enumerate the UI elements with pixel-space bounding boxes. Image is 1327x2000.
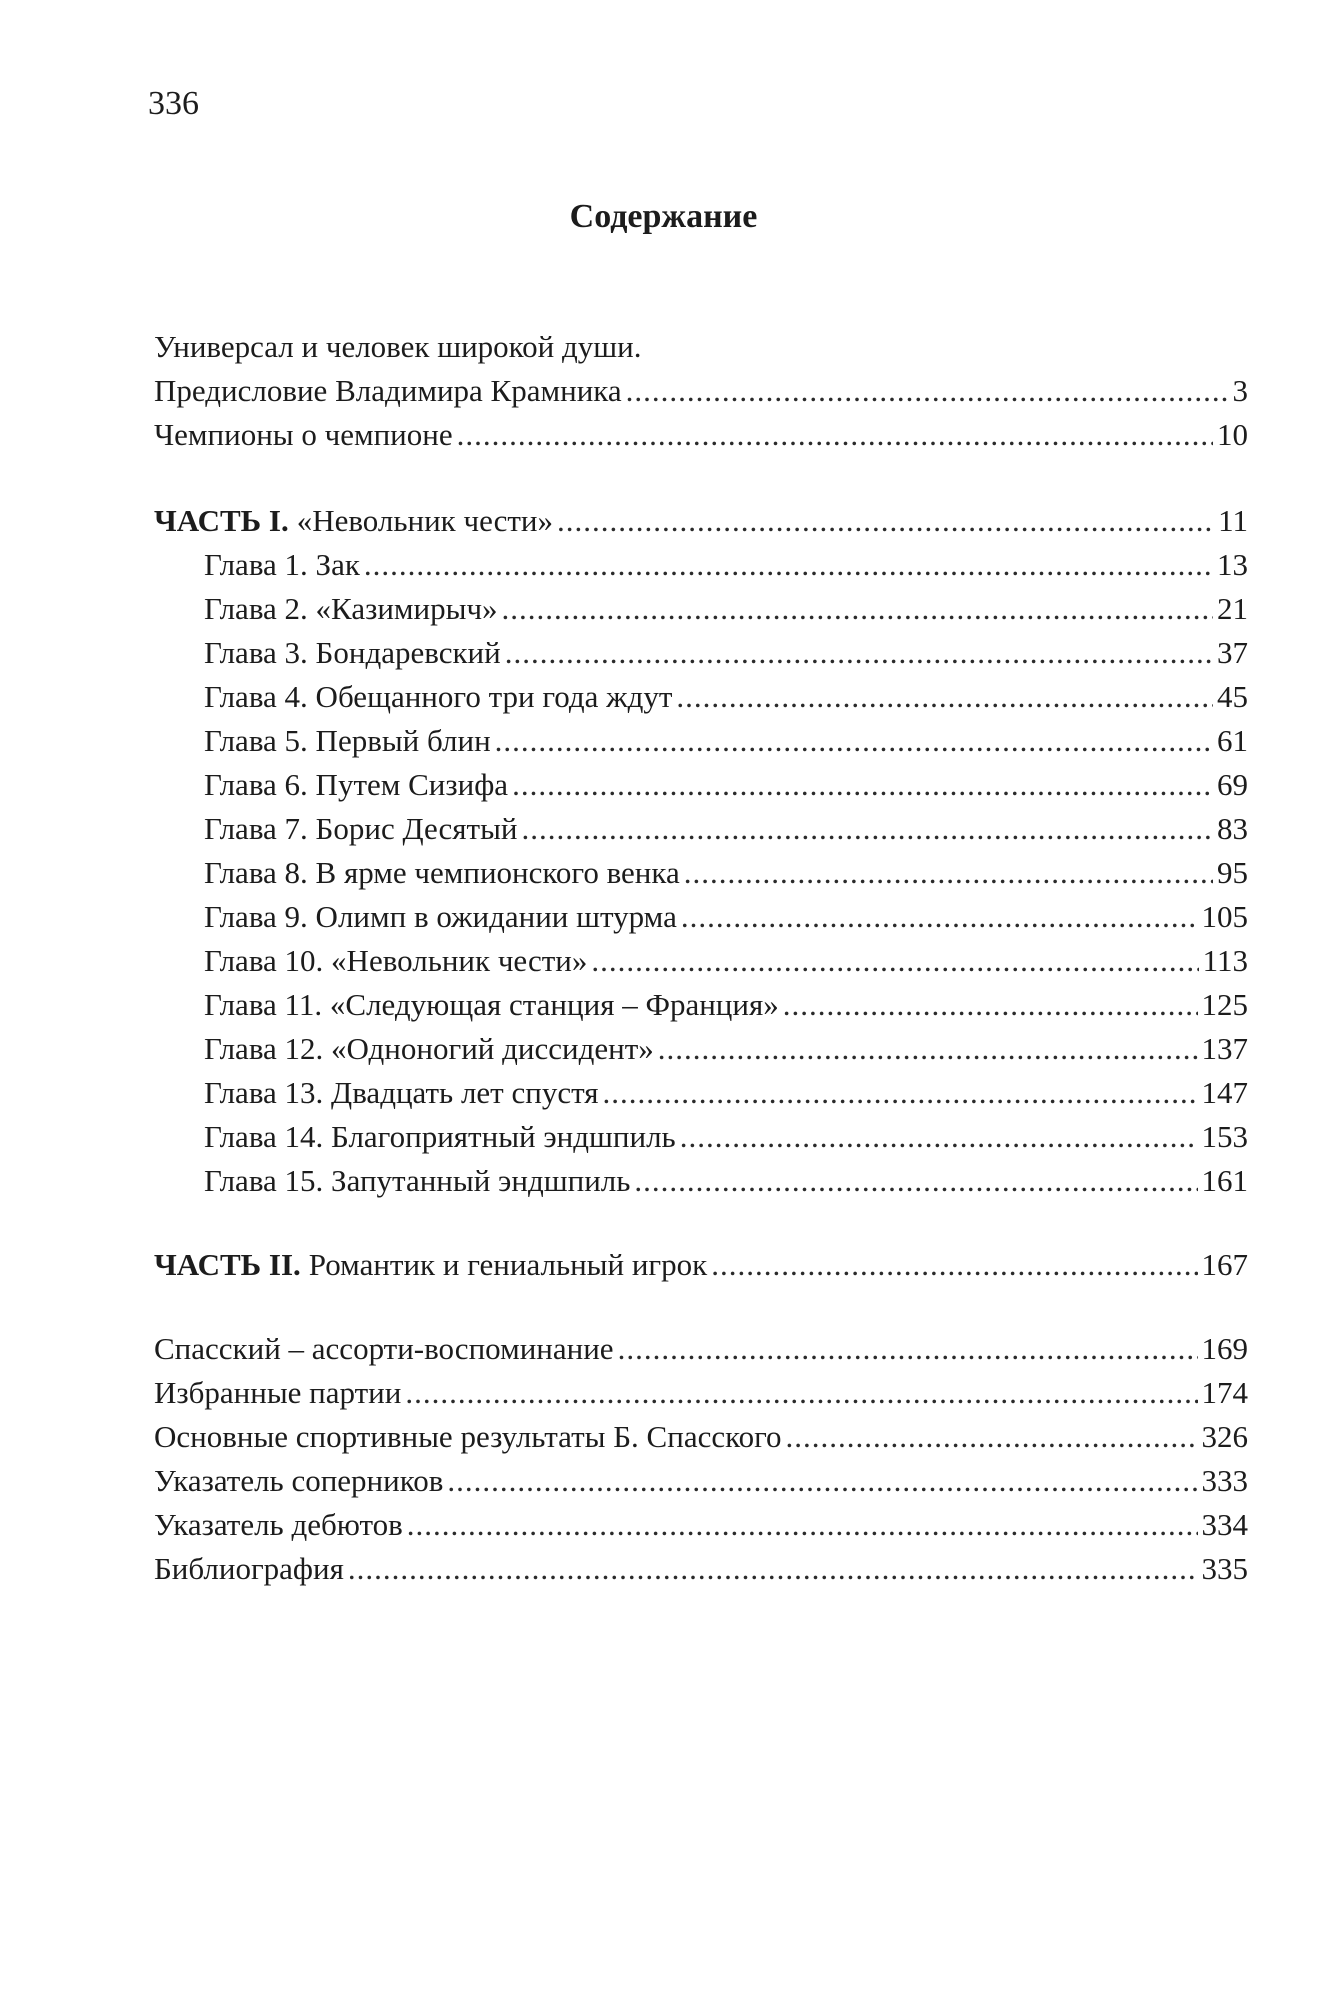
toc-entry-label: Глава 6. Путем Сизифа <box>204 767 509 802</box>
toc-entry-page: 3 <box>1232 373 1248 408</box>
toc-entry-label: Глава 7. Борис Десятый <box>204 811 518 846</box>
toc-entry-page: 83 <box>1217 811 1248 846</box>
toc-entry-label: Предисловие Владимира Крамника <box>154 373 622 408</box>
dot-leader <box>447 1459 1197 1503</box>
toc-entry-label: Глава 15. Запутанный эндшпиль <box>204 1163 631 1198</box>
toc-back-matter-entry[interactable] <box>154 1327 1248 1371</box>
dot-leader <box>502 587 1213 631</box>
toc-entry-label: «Невольник чести» <box>296 503 553 538</box>
toc-entry-label: Глава 13. Двадцать лет спустя <box>204 1075 599 1110</box>
toc-entry-label: Глава 3. Бондаревский <box>204 635 501 670</box>
toc-chapter-entry[interactable] <box>154 939 1248 983</box>
toc-part-2[interactable] <box>154 1243 1248 1287</box>
toc-entry-page: 37 <box>1217 635 1248 670</box>
toc-chapter-entry[interactable] <box>154 631 1248 675</box>
toc-intro-line <box>154 325 1248 369</box>
toc-entry-page: 147 <box>1201 1075 1248 1110</box>
dot-leader <box>626 369 1229 413</box>
toc-back-matter-entry[interactable] <box>154 1503 1248 1547</box>
toc-entry-label: Глава 9. Олимп в ожидании штурма <box>204 899 677 934</box>
toc-entry-page: 137 <box>1201 1031 1248 1066</box>
toc-entry-page: 11 <box>1218 503 1248 538</box>
toc-entry-label: Глава 4. Обещанного три года ждут <box>204 679 673 714</box>
dot-leader <box>405 1371 1197 1415</box>
toc-chapter-entry[interactable] <box>154 763 1248 807</box>
part-prefix: ЧАСТЬ II. <box>154 1247 301 1282</box>
dot-leader <box>684 851 1213 895</box>
table-of-contents <box>154 325 1248 1591</box>
toc-entry-label: Основные спортивные результаты Б. Спасского <box>154 1419 782 1454</box>
dot-leader <box>522 807 1214 851</box>
toc-entry-label: Глава 5. Первый блин <box>204 723 491 758</box>
toc-entry-page: 167 <box>1201 1247 1248 1282</box>
toc-back-matter-entry[interactable] <box>154 1415 1248 1459</box>
toc-entry-page: 13 <box>1217 547 1248 582</box>
dot-leader <box>505 631 1213 675</box>
toc-entry-page: 61 <box>1217 723 1248 758</box>
dot-leader <box>602 1071 1197 1115</box>
toc-entry-page: 161 <box>1201 1163 1248 1198</box>
toc-entry-label: Библиография <box>154 1551 344 1586</box>
toc-entry-label: Глава 12. «Одноногий диссидент» <box>204 1031 654 1066</box>
toc-entry-page: 326 <box>1201 1419 1248 1454</box>
toc-chapter-entry[interactable] <box>154 587 1248 631</box>
dot-leader <box>348 1547 1198 1591</box>
toc-chapter-entry[interactable] <box>154 719 1248 763</box>
dot-leader <box>711 1243 1197 1287</box>
dot-leader <box>618 1327 1198 1371</box>
toc-entry-page: 10 <box>1217 417 1248 452</box>
toc-entry-label: Глава 14. Благоприятный эндшпиль <box>204 1119 676 1154</box>
chapter-list <box>154 543 1248 1203</box>
toc-entry-label: Указатель дебютов <box>154 1507 403 1542</box>
toc-back-matter-entry[interactable] <box>154 1547 1248 1591</box>
toc-entry-label: Универсал и человек широкой души. <box>154 329 642 364</box>
toc-entry-preface[interactable] <box>154 369 1248 413</box>
dot-leader <box>786 1415 1198 1459</box>
toc-chapter-entry[interactable] <box>154 543 1248 587</box>
toc-entry-page: 113 <box>1202 943 1248 978</box>
toc-entry-page: 45 <box>1217 679 1248 714</box>
toc-entry-label: Глава 8. В ярме чемпионского венка <box>204 855 680 890</box>
dot-leader <box>676 675 1213 719</box>
toc-entry-page: 95 <box>1217 855 1248 890</box>
toc-back-matter-entry[interactable] <box>154 1371 1248 1415</box>
toc-entry-label: Романтик и гениальный игрок <box>308 1247 708 1282</box>
dot-leader <box>681 895 1198 939</box>
toc-entry-page: 21 <box>1217 591 1248 626</box>
toc-entry-champions[interactable] <box>154 413 1248 457</box>
toc-entry-page: 69 <box>1217 767 1248 802</box>
toc-entry-label: Глава 1. Зак <box>204 547 360 582</box>
dot-leader <box>457 413 1213 457</box>
dot-leader <box>407 1503 1198 1547</box>
toc-entry-page: 153 <box>1201 1119 1248 1154</box>
toc-chapter-entry[interactable] <box>154 1159 1248 1203</box>
dot-leader <box>557 499 1214 543</box>
dot-leader <box>658 1027 1198 1071</box>
toc-entry-page: 174 <box>1201 1375 1248 1410</box>
toc-entry-label: Глава 10. «Невольник чести» <box>204 943 588 978</box>
toc-entry-page: 125 <box>1201 987 1248 1022</box>
back-matter-list <box>154 1327 1248 1591</box>
toc-chapter-entry[interactable] <box>154 807 1248 851</box>
toc-entry-label: Спасский – ассорти-воспоминание <box>154 1331 614 1366</box>
toc-chapter-entry[interactable] <box>154 851 1248 895</box>
dot-leader <box>364 543 1213 587</box>
toc-entry-page: 334 <box>1201 1507 1248 1542</box>
page-title: Содержание <box>569 198 758 235</box>
toc-entry-page: 335 <box>1201 1551 1248 1586</box>
toc-entry-label: Глава 11. «Следующая станция – Франция» <box>204 987 779 1022</box>
toc-entry-label: Чемпионы о чемпионе <box>154 417 453 452</box>
toc-chapter-entry[interactable] <box>154 983 1248 1027</box>
toc-entry-label: Глава 2. «Казимирыч» <box>204 591 498 626</box>
page-number: 336 <box>148 85 199 122</box>
dot-leader <box>783 983 1198 1027</box>
part-prefix: ЧАСТЬ I. <box>154 503 289 538</box>
dot-leader <box>495 719 1213 763</box>
toc-back-matter-entry[interactable] <box>154 1459 1248 1503</box>
dot-leader <box>680 1115 1198 1159</box>
toc-chapter-entry[interactable] <box>154 675 1248 719</box>
toc-chapter-entry[interactable] <box>154 1115 1248 1159</box>
toc-entry-page: 169 <box>1201 1331 1248 1366</box>
toc-entry-label: Избранные партии <box>154 1375 402 1410</box>
toc-entry-label: Указатель соперников <box>154 1463 444 1498</box>
toc-part-1[interactable] <box>154 499 1248 543</box>
toc-chapter-entry[interactable] <box>154 1071 1248 1115</box>
toc-entry-page: 105 <box>1201 899 1248 934</box>
toc-entry-page: 333 <box>1201 1463 1248 1498</box>
dot-leader <box>634 1159 1197 1203</box>
toc-chapter-entry[interactable] <box>154 1027 1248 1071</box>
toc-chapter-entry[interactable] <box>154 895 1248 939</box>
dot-leader <box>512 763 1213 807</box>
dot-leader <box>591 939 1198 983</box>
